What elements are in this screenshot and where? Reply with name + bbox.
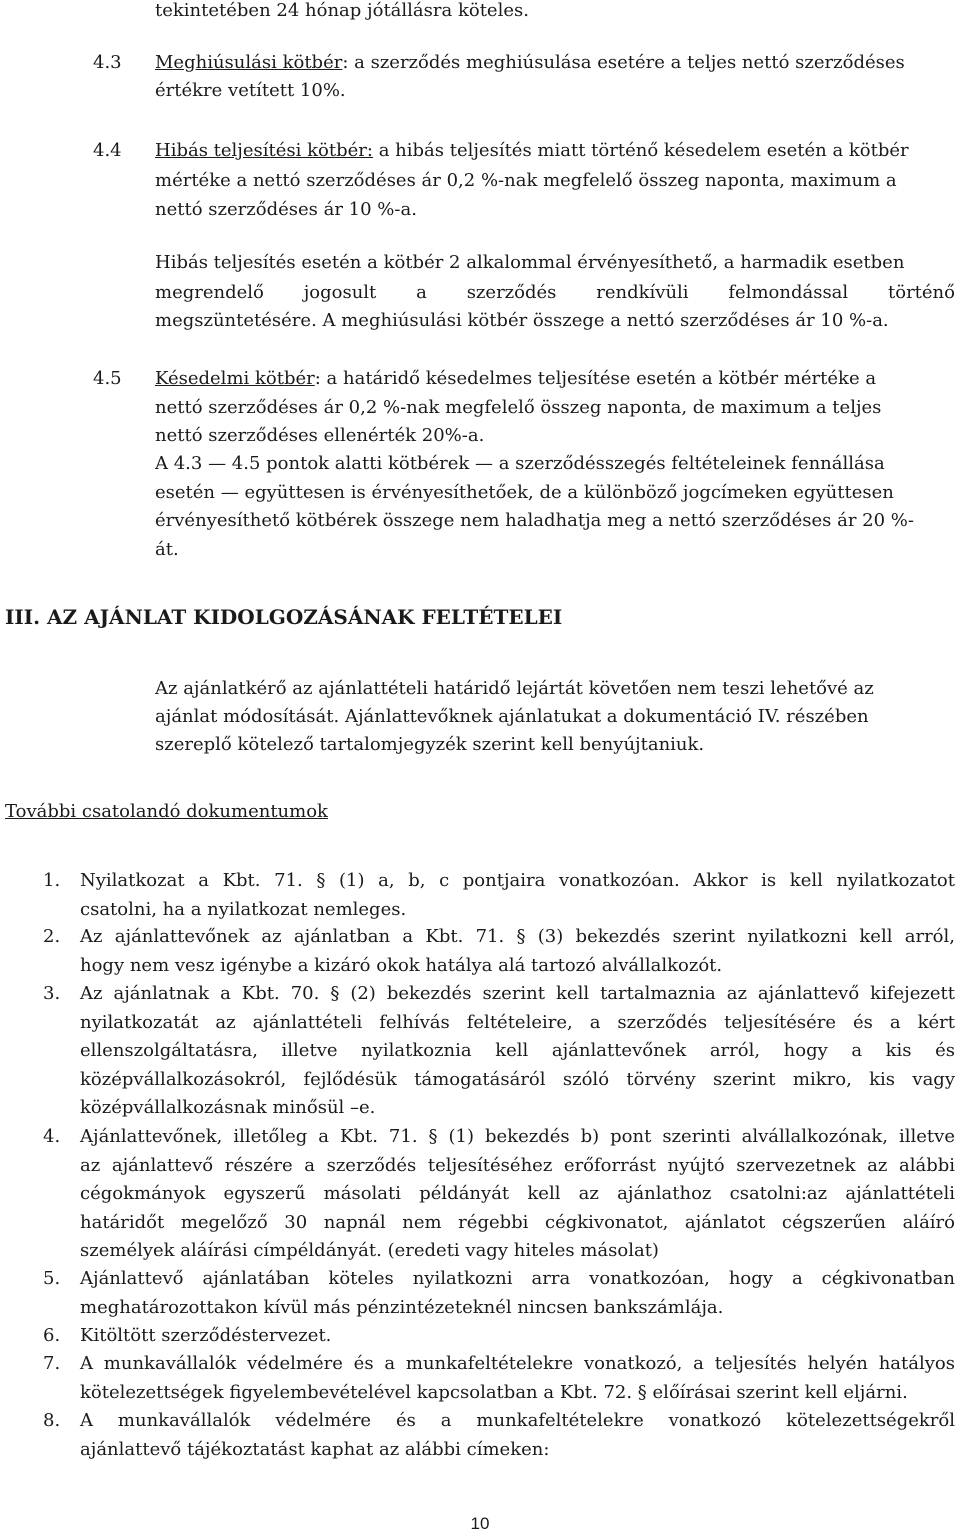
s45-line7: át. (155, 539, 179, 560)
list-item-line: Az ajánlattevőnek az ajánlatban a Kbt. 71. § (3) bekezdés szerint nyilatkozni kell arról, (80, 926, 955, 947)
list-item-number: 3. (43, 983, 61, 1004)
list-item-line: kötelezettségek figyelembevételével kapcsolatban a Kbt. 72. § előírásai szerint kell eljárni. (80, 1381, 908, 1403)
list-item-line: Az ajánlatnak a Kbt. 70. § (2) bekezdés szerint kell tartalmaznia az ajánlattevő kifejezett (80, 983, 955, 1004)
list-item-line: meghatározottakon kívül más pénzintézeteknél nincsen bankszámlája. (80, 1296, 724, 1318)
s45-number: 4.5 (93, 368, 122, 389)
s43-line2: értékre vetített 10%. (155, 80, 346, 101)
hib-line2: megrendelő jogosult a szerződés rendkívüli felmondással történő (155, 282, 955, 303)
list-item-line: középvállalkozásnak minősül –e. (80, 1097, 376, 1118)
s3-line1: Az ajánlatkérő az ajánlattételi határidő lejártát követően nem teszi lehetővé az (155, 678, 874, 699)
s3-line3: szereplő kötelező tartalomjegyzék szerint kell benyújtaniuk. (155, 734, 705, 755)
s3-line2: ajánlat módosítását. Ajánlattevőknek ajánlatukat a dokumentáció IV. részében (155, 706, 869, 727)
list-item-line: személyek aláírási címpéldányát. (eredeti vagy hiteles másolat) (80, 1240, 659, 1261)
list-item-line: középvállalkozásokról, fejlődésük támogatásáról szóló törvény szerint mikro, kis vagy (80, 1068, 955, 1090)
list-item-line: nyilatkozatát az ajánlattételi felhívás feltételeire, a szerződés teljesítésére és a kért (80, 1011, 955, 1033)
list-item-number: 5. (43, 1268, 61, 1289)
s45-line6: érvényesíthető kötbérek összege nem haladhatja meg a nettó szerződéses ár 20 %- (155, 510, 914, 531)
s43-line1 (155, 52, 905, 74)
s44-line3: nettó szerződéses ár 10 %-a. (155, 199, 417, 220)
list-item-line: ellenszolgáltatásra, illetve nyilatkoznia kell ajánlattevőnek arról, hogy a kis és (80, 1040, 955, 1061)
list-item-line: az ajánlattevő részére a szerződés teljesítéséhez erőforrást nyújtó szervezetnek az alábbi (80, 1154, 955, 1176)
list-item-line: Ajánlattevő ajánlatában köteles nyilatkozni arra vonatkozóan, hogy a cégkivonatban (80, 1268, 955, 1289)
list-item-number: 6. (43, 1325, 61, 1346)
list-item-line: hogy nem vesz igénybe a kizáró okok hatálya alá tartozó alvállalkozót. (80, 954, 723, 976)
list-item-line: Nyilatkozat a Kbt. 71. § (1) a, b, c pontjaira vonatkozóan. Akkor is kell nyilatkozatot (80, 870, 955, 891)
s45-line1-rest: : a határidő késedelmes teljesítése esetén a kötbér mértéke a (314, 368, 877, 389)
s43-number: 4.3 (93, 52, 122, 73)
s45-line4: A 4.3 — 4.5 pontok alatti kötbérek — a szerződésszegés feltételeinek fennállása (155, 453, 885, 474)
docs-title: További csatolandó dokumentumok (5, 801, 328, 822)
s44-line1-rest: a hibás teljesítés miatt történő késedelem esetén a kötbér (372, 140, 909, 161)
list-item-line: csatolni, ha a nyilatkozat nemleges. (80, 898, 407, 920)
carry-line: tekintetében 24 hónap jótállásra köteles. (155, 0, 529, 21)
list-item-number: 2. (43, 926, 61, 947)
list-item-line: ajánlattevő tájékoztatást kaphat az alábbi címeken: (80, 1438, 550, 1460)
list-item-number: 4. (43, 1126, 61, 1147)
hib-line3: megszüntetésére. A meghiúsulási kötbér összege a nettó szerződéses ár 10 %-a. (155, 310, 889, 331)
list-item-line: Ajánlattevőnek, illetőleg a Kbt. 71. § (1) bekezdés b) pont szerinti alvállalkozónak, illetve (80, 1126, 955, 1147)
s43-title: Meghiúsulási kötbér (155, 52, 343, 73)
s44-number: 4.4 (93, 140, 122, 161)
list-item-line: határidőt megelőző 30 napnál nem régebbi cégkivonatot, ajánlatot cégszerűen aláíró (80, 1211, 955, 1233)
list-item-number: 1. (43, 870, 61, 891)
s44-line2: mértéke a nettó szerződéses ár 0,2 %-nak megfelelő összeg naponta, maximum a (155, 170, 897, 191)
list-item-line: A munkavállalók védelmére és a munkafeltételekre vonatkozó kötelezettségekről (80, 1410, 955, 1431)
page-number: 10 (470, 1514, 490, 1533)
s45-line1 (155, 368, 876, 390)
s45-title: Késedelmi kötbér (155, 368, 315, 389)
s44-title: Hibás teljesítési kötbér: (155, 140, 373, 161)
list-item-line: A munkavállalók védelmére és a munkafeltételekre vonatkozó, a teljesítés helyén hatályos (80, 1353, 955, 1374)
list-item-number: 8. (43, 1410, 61, 1431)
list-item-number: 7. (43, 1353, 61, 1374)
hib-line1: Hibás teljesítés esetén a kötbér 2 alkalommal érvényesíthető, a harmadik esetben (155, 252, 905, 273)
s45-line2: nettó szerződéses ár 0,2 %-nak megfelelő összeg naponta, de maximum a teljes (155, 397, 882, 418)
s44-line1 (155, 140, 909, 162)
s43-line1-rest: : a szerződés meghiúsulása esetére a teljes nettó szerződéses (342, 52, 905, 73)
s45-line5: esetén — együttesen is érvényesíthetőek, de a különböző jogcímeken együttesen (155, 482, 894, 503)
s45-line3: nettó szerződéses ellenérték 20%-a. (155, 425, 485, 446)
list-item-line: cégokmányok egyszerű másolati példányát kell az ajánlathoz csatolni:az ajánlattételi (80, 1183, 955, 1204)
list-item-line: Kitöltött szerződéstervezet. (80, 1325, 332, 1346)
section-heading: III. AZ AJÁNLAT KIDOLGOZÁSÁNAK FELTÉTELEI (5, 605, 563, 629)
